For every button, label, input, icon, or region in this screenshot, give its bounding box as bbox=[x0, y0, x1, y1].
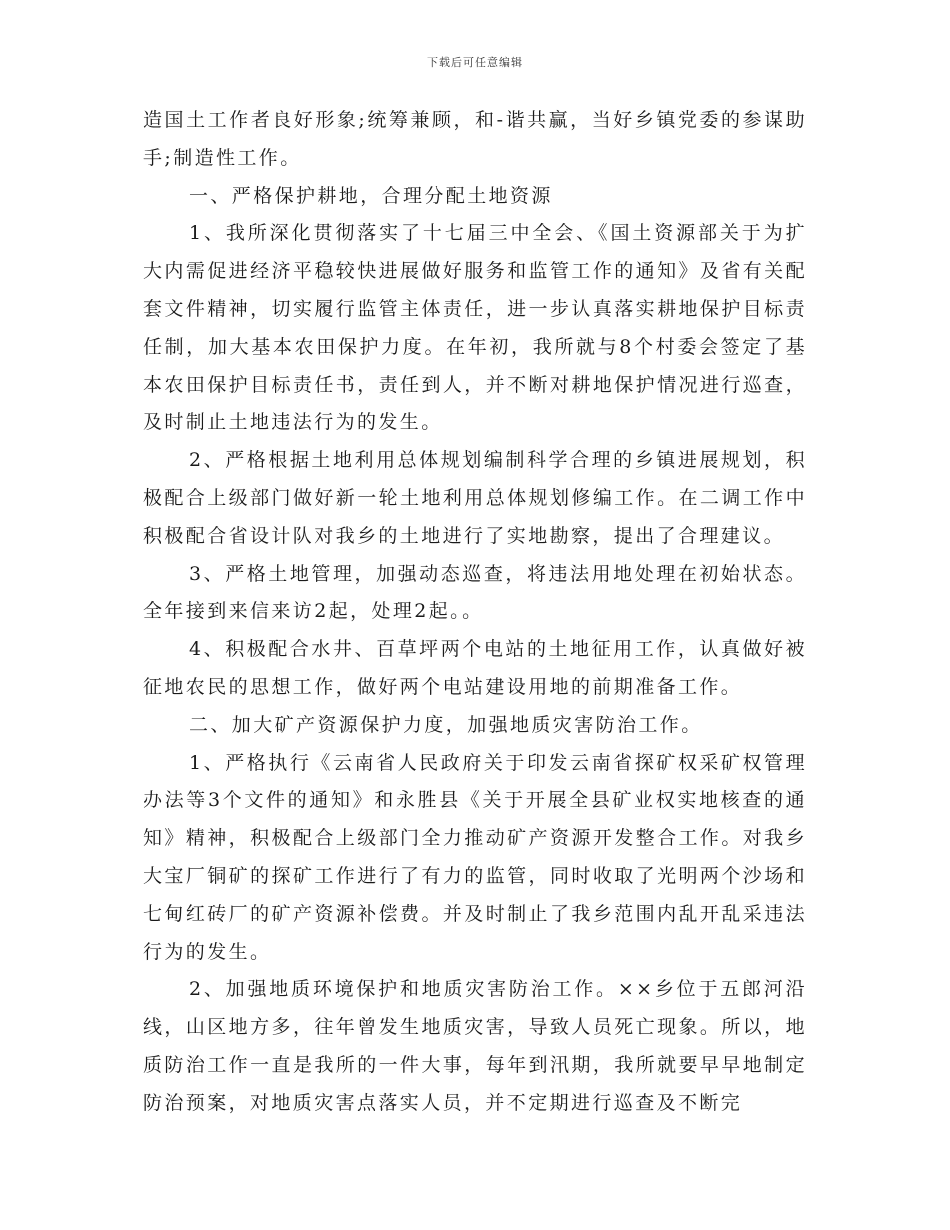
paragraph-1: 造国土工作者良好形象;统筹兼顾，和-谐共赢，当好乡镇党委的参谋助手;制造性工作。 bbox=[143, 109, 807, 169]
paragraph-5: 4、积极配合水井、百草坪两个电站的土地征用工作，认真做好被征地农民的思想工作，做好两个电站建设用地的前期准备工作。 bbox=[143, 638, 807, 698]
page-header: 下载后可任意编辑 bbox=[427, 56, 523, 69]
section-heading-2: 二、加大矿产资源保护力度，加强地质灾害防治工作。 bbox=[189, 713, 703, 736]
paragraph-2: 1、我所深化贯彻落实了十七届三中全会、《国土资源部关于为扩大内需促进经济平稳较快进展做好服务和监管工作的通知》及省有关配套文件精神，切实履行监管主体责任，进一步认真落实耕地保护目标责任制，加大基本农田保护力度。在年初，我所就与8个村委会签定了基本农田保护目标责任书，责任到人，并不断对耕地保护情况进行巡查，及时制止土地违法行为的发生。 bbox=[143, 222, 807, 434]
paragraph-7: 2、加强地质环境保护和地质灾害防治工作。××乡位于五郎河沿线，山区地方多，往年曾发生地质灾害，导致人员死亡现象。所以，地质防治工作一直是我所的一件大事，每年到汛期，我所就要早早地制定防治预案，对地质灾害点落实人员，并不定期进行巡查及不断完 bbox=[143, 978, 807, 1114]
paragraph-4: 3、严格土地管理，加强动态巡查，将违法用地处理在初始状态。全年接到来信来访2起，处理2起。。 bbox=[143, 562, 807, 623]
paragraph-6: 1、严格执行《云南省人民政府关于印发云南省探矿权采矿权管理办法等3个文件的通知》和永胜县《关于开展全县矿业权实地核查的通知》精神，积极配合上级部门全力推动矿产资源开发整合工作。对我乡大宝厂铜矿的探矿工作进行了有力的监管，同时收取了光明两个沙场和七甸红砖厂的矿产资源补偿费。并及时制止了我乡范围内乱开乱采违法行为的发生。 bbox=[143, 751, 807, 963]
paragraph-3: 2、严格根据土地利用总体规划编制科学合理的乡镇进展规划，积极配合上级部门做好新一轮土地利用总体规划修编工作。在二调工作中积极配合省设计队对我乡的土地进行了实地勘察，提出了合理建议。 bbox=[143, 449, 807, 547]
section-heading-1: 一、严格保护耕地，合理分配土地资源 bbox=[189, 184, 553, 207]
document-body bbox=[143, 102, 807, 1123]
